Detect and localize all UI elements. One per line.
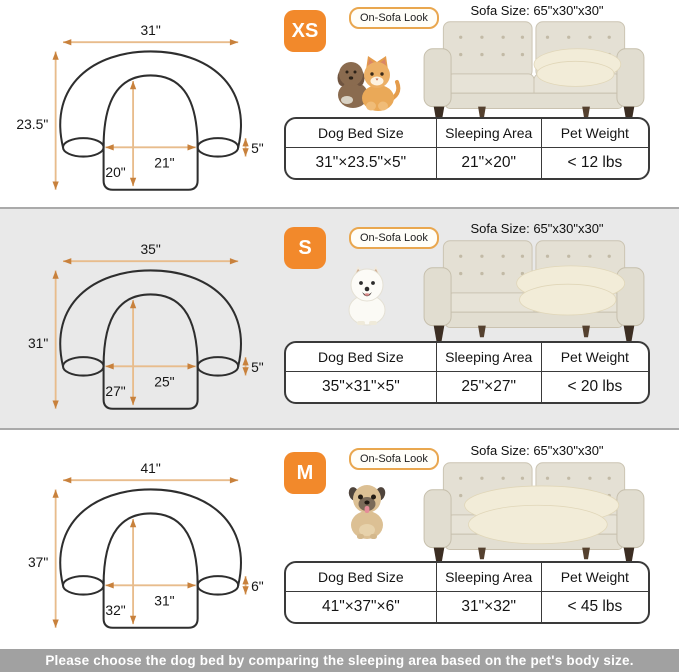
dim-outer-height: 31" [27, 334, 49, 351]
header-dog-bed-size: Dog Bed Size [286, 119, 436, 147]
header-sleeping-area: Sleeping Area [436, 119, 541, 147]
bed-outline-drawing [4, 20, 276, 200]
bed-dimension-diagram [4, 239, 276, 419]
header-sleeping-area: Sleeping Area [436, 563, 541, 591]
value-pet-weight: < 45 lbs [541, 591, 648, 622]
bed-outline-drawing [4, 239, 276, 419]
dim-sleep-height: 27" [105, 382, 126, 399]
on-sofa-look-label: On-Sofa Look [349, 7, 439, 29]
fluffy-bed-on-sofa [517, 266, 625, 315]
sofa-with-bed-photo [409, 16, 659, 124]
size-table [284, 341, 650, 404]
size-section-m [0, 430, 679, 649]
size-section-xs [0, 0, 679, 209]
size-section-s [0, 209, 679, 430]
on-sofa-look-label: On-Sofa Look [349, 448, 439, 470]
dim-outer-width: 35" [140, 240, 161, 257]
dim-sleep-width: 21" [154, 154, 175, 171]
header-pet-weight: Pet Weight [541, 343, 648, 371]
dim-outer-width: 31" [140, 21, 161, 38]
bed-dimension-diagram [4, 458, 276, 638]
header-sleeping-area: Sleeping Area [436, 343, 541, 371]
dim-outer-width: 41" [140, 459, 161, 476]
size-badge-s: S [284, 227, 326, 269]
fluffy-bed-on-sofa [465, 486, 619, 544]
kitten-and-puppy-photo [331, 48, 403, 112]
sofa-size-text: Sofa Size: 65"x30"x30" [470, 221, 604, 236]
dim-sleep-width: 31" [154, 592, 175, 609]
fluffy-bed-on-sofa [534, 49, 621, 87]
dim-bolster-height: 5" [251, 139, 264, 156]
size-badge-m: M [284, 452, 326, 494]
pomeranian-illustration [349, 266, 385, 325]
dim-bolster-height: 5" [251, 358, 264, 375]
size-table [284, 117, 650, 180]
pug-illustration [347, 485, 387, 539]
header-pet-weight: Pet Weight [541, 119, 648, 147]
size-table [284, 561, 650, 624]
dim-sleep-width: 25" [154, 373, 175, 390]
pug-photo [331, 478, 403, 542]
header-pet-weight: Pet Weight [541, 563, 648, 591]
value-sleeping-area: 31"×32" [436, 591, 541, 622]
value-pet-weight: < 12 lbs [541, 147, 648, 178]
on-sofa-look-label: On-Sofa Look [349, 227, 439, 249]
sofa-with-bed-photo [409, 235, 659, 343]
value-pet-weight: < 20 lbs [541, 371, 648, 402]
dim-sleep-height: 20" [105, 163, 126, 180]
header-dog-bed-size: Dog Bed Size [286, 563, 436, 591]
value-dog-bed-size: 35"×31"×5" [322, 377, 400, 395]
size-badge-xs: XS [284, 10, 326, 52]
dim-bolster-height: 6" [251, 577, 264, 594]
sofa-size-text: Sofa Size: 65"x30"x30" [470, 443, 604, 458]
bed-dimension-diagram [4, 20, 276, 200]
dim-sleep-height: 32" [105, 601, 126, 618]
pomeranian-photo [331, 263, 403, 327]
footer-note: Please choose the dog bed by comparing the sleeping area based on the pet's body size. [0, 649, 679, 672]
value-dog-bed-size: 41"×37"×6" [322, 597, 400, 615]
value-sleeping-area: 25"×27" [436, 371, 541, 402]
kitten-illustration [362, 56, 398, 111]
dim-outer-height: 37" [27, 553, 49, 570]
dim-outer-height: 23.5" [16, 115, 49, 132]
header-dog-bed-size: Dog Bed Size [286, 343, 436, 371]
value-dog-bed-size: 31"×23.5"×5" [315, 153, 407, 171]
value-sleeping-area: 21"×20" [436, 147, 541, 178]
sofa-with-bed-photo [409, 457, 659, 565]
bed-outline-drawing [4, 458, 276, 638]
sofa-size-text: Sofa Size: 65"x30"x30" [470, 3, 604, 18]
